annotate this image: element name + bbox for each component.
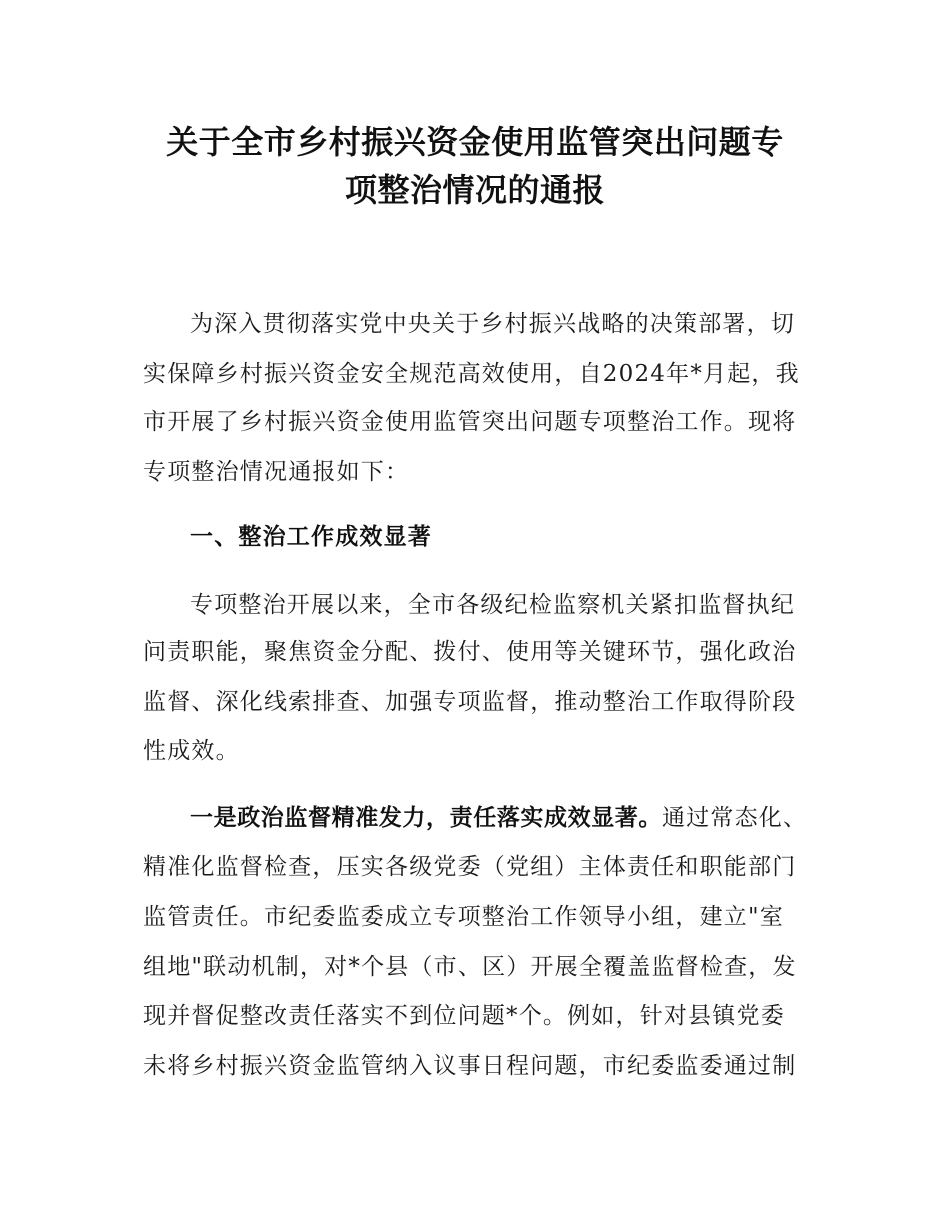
section-1-line-1: 专项整治开展以来，全市各级纪检监察机关紧扣监督执纪 bbox=[190, 592, 795, 618]
intro-line-2: 实保障乡村振兴资金安全规范高效使用，自2024年*月起，我 bbox=[143, 361, 800, 387]
point-1-lead-line bbox=[190, 800, 870, 836]
document-title-line-2: 项整治情况的通报 bbox=[344, 171, 605, 209]
section-1-line-4: 性成效。 bbox=[143, 738, 240, 764]
point-1-bold-lead: 一是政治监督精准发力，责任落实成效显著。 bbox=[190, 805, 662, 831]
point-1-lead-rest: 通过常态化、 bbox=[662, 805, 808, 831]
section-1-heading: 一、整治工作成效显著 bbox=[190, 524, 432, 550]
point-1-line-2: 精准化监督检查，压实各级党委（党组）主体责任和职能部门 bbox=[143, 854, 797, 880]
section-1-line-2: 问责职能，聚焦资金分配、拨付、使用等关键环节，强化政治 bbox=[143, 639, 797, 665]
intro-line-3: 市开展了乡村振兴资金使用监管突出问题专项整治工作。现将 bbox=[143, 409, 797, 435]
intro-line-1: 为深入贯彻落实党中央关于乡村振兴战略的决策部署，切 bbox=[190, 311, 795, 337]
point-1-line-5: 现并督促整改责任落实不到位问题*个。例如，针对县镇党委 bbox=[143, 1003, 785, 1029]
point-1-line-6: 未将乡村振兴资金监管纳入议事日程问题，市纪委监委通过制 bbox=[143, 1053, 797, 1079]
section-1-line-3: 监督、深化线索排查、加强专项监督，推动整治工作取得阶段 bbox=[143, 689, 797, 715]
point-1-line-4: 组地"联动机制，对*个县（市、区）开展全覆盖监督检查，发 bbox=[143, 954, 797, 980]
intro-line-4: 专项整治情况通报如下： bbox=[143, 459, 410, 485]
point-1-line-3: 监管责任。市纪委监委成立专项整治工作领导小组，建立"室 bbox=[143, 904, 784, 930]
document-title-line-1: 关于全市乡村振兴资金使用监管突出问题专 bbox=[166, 123, 784, 161]
